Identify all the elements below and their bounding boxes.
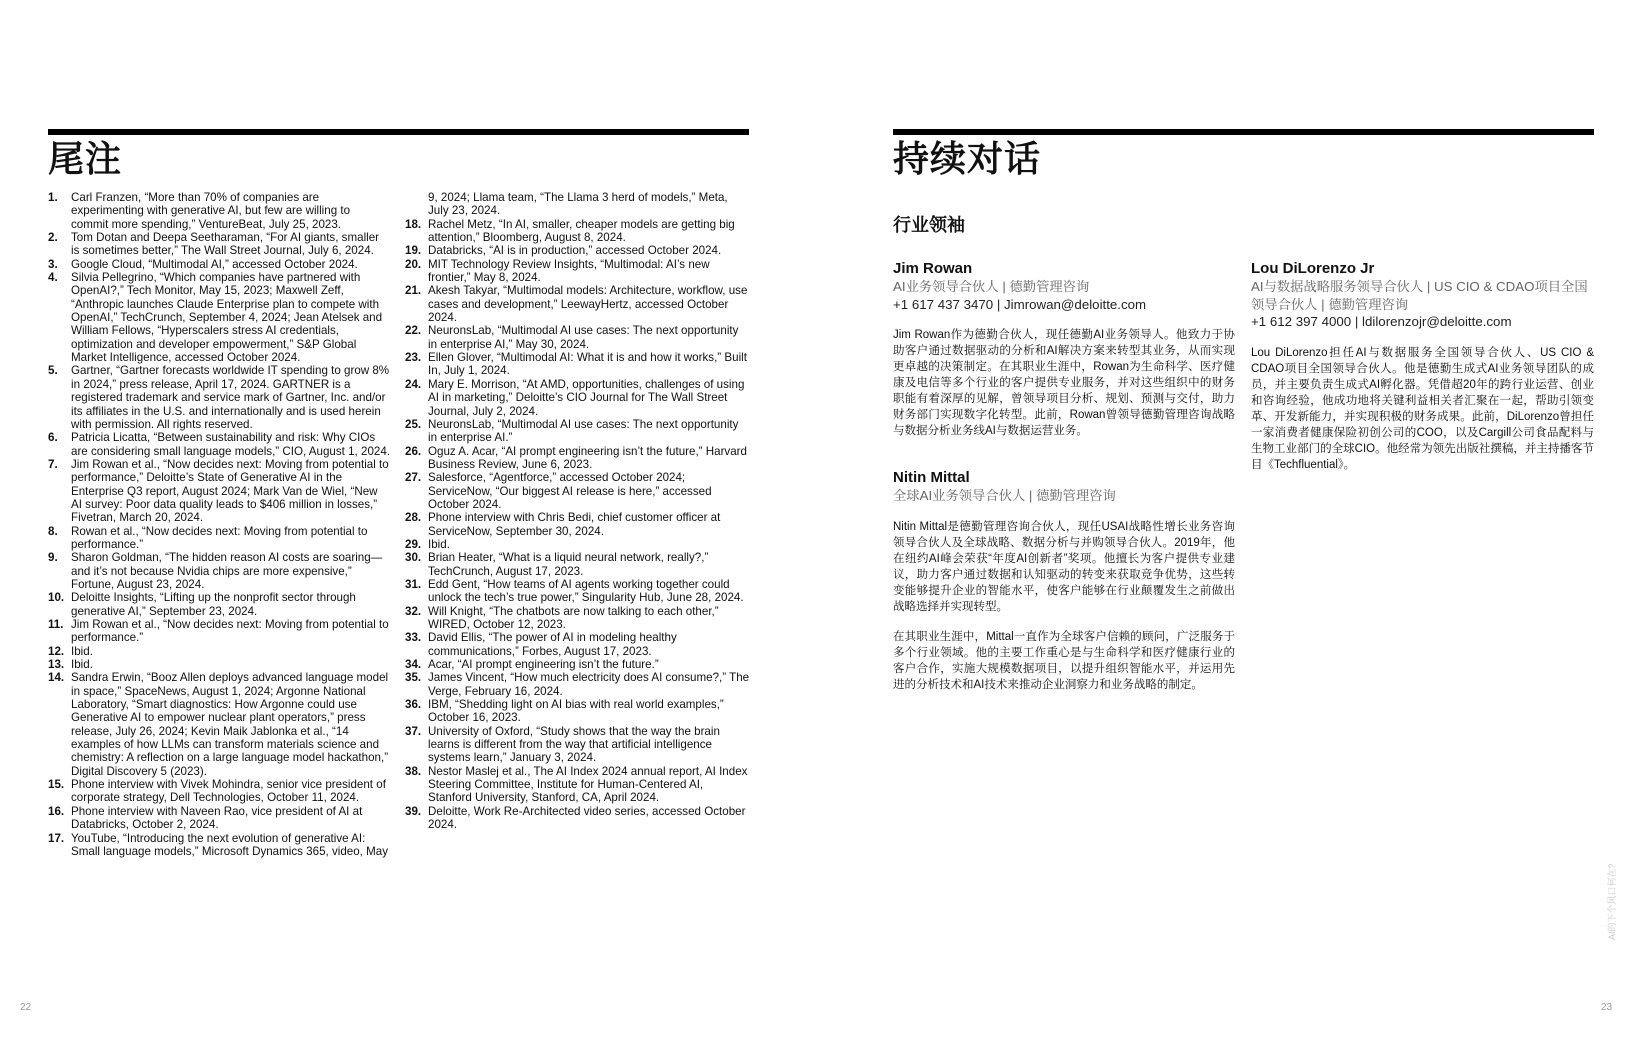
endnote-number: 22. [405, 324, 422, 338]
endnote-text: IBM, “Shedding light on AI bias with real world examples,” October 16, 2023. [428, 698, 724, 725]
endnote [48, 258, 390, 271]
leader-name: Lou DiLorenzo Jr [1251, 260, 1375, 277]
endnote [405, 698, 750, 725]
endnote [48, 832, 390, 859]
endnote-text: Deloitte, Work Re-Architected video series, accessed October 2024. [428, 804, 746, 832]
endnote-number: 26. [405, 444, 422, 458]
endnote [48, 364, 390, 431]
endnote-number: 14. [48, 671, 65, 685]
endnote-text: Phone interview with Vivek Mohindra, senior vice president of corporate strategy, Dell Technologies, October 11, 2024. [71, 778, 386, 805]
endnote-text: Brian Heater, “What is a liquid neural network, really?,” TechCrunch, August 17, 2023. [428, 551, 709, 578]
endnote-number: 17. [48, 831, 65, 845]
endnote [48, 458, 390, 525]
right-top-rule [893, 129, 1594, 135]
endnotes-column-2 [405, 191, 750, 832]
endnote-text: Sandra Erwin, “Booz Allen deploys advanced language model in space,” SpaceNews, August 1, 2024; Argonne National Laboratory, “Smart diagnostics: How Argonne could use Generative AI to empower nuclear plant operators,” press release, July 26, 2024; Kevin Maik Jablonka et al., “14 examples of how LLMs can transform materials science and chemistry: A reflection on a large language model hackathon,” Digital Discovery 5 (2023). [71, 671, 389, 778]
endnote [48, 191, 390, 231]
endnote [48, 431, 390, 458]
endnote-number: 7. [48, 457, 58, 471]
endnote-number: 16. [48, 804, 65, 818]
endnote [48, 525, 390, 552]
endnote-number: 25. [405, 417, 422, 431]
endnote-number: 27. [405, 471, 422, 485]
endnote-text: Oguz A. Acar, “AI prompt engineering isn’t the future,” Harvard Business Review, June 6, 2023. [428, 444, 747, 471]
endnote-text: Edd Gent, “How teams of AI agents working together could unlock the tech’s true power,” Singularity Hub, June 28, 2024. [428, 577, 744, 605]
endnote [405, 244, 750, 257]
endnote-text: Ellen Glover, “Multimodal AI: What it is and how it works,” Built In, July 1, 2024. [428, 351, 747, 378]
endnote [48, 618, 390, 645]
endnote-number: 37. [405, 724, 422, 738]
leader-contact[interactable]: +1 617 437 3470 | Jimrowan@deloitte.com [893, 296, 1147, 312]
endnote-text: Will Knight, “The chatbots are now talking to each other,” WIRED, October 12, 2023. [428, 604, 719, 631]
endnote-number: 33. [405, 631, 422, 645]
endnote-number: 23. [405, 351, 422, 365]
page-number-right: 23 [1601, 1002, 1613, 1013]
endnote-text: Mary E. Morrison, “At AMD, opportunities, challenges of using AI in marketing,” Deloitte’s CIO Journal for The Wall Street Journal, July 2, 2024. [428, 377, 745, 418]
endnote-number: 34. [405, 658, 422, 672]
endnote-text: Rowan et al., “Now decides next: Moving from potential to performance.” [71, 524, 368, 551]
endnote-number: 39. [405, 804, 422, 818]
leader-bio: Jim Rowan作为德勤合伙人，现任德勤AI业务领导人。他致力于协助客户通过数据驱动的分析和AI解决方案来转型其业务，从而实现更卓越的决策制定。在其职业生涯中，Rowan为生命科学、医疗健康及电信等多个行业的客户提供专业服务，并对这些组织中的财务职能有着深厚的见解，曾领导项目分析、规划、预测与交付，助力财务部门实现数字化转型。此前，Rowan曾领导德勤管理咨询战略与数据分析业务线AI与数据运营业务。 [893, 329, 1235, 437]
endnote-number: 1. [48, 191, 58, 204]
endnote-text: Deloitte Insights, “Lifting up the nonprofit sector through generative AI,” September 23, 2024. [71, 591, 356, 618]
endnote-number: 2. [48, 231, 58, 245]
endnote [405, 258, 750, 285]
endnote [405, 378, 750, 418]
endnote-text: Silvia Pellegrino, “Which companies have partnered with OpenAI?,” Tech Monitor, May 15, 2023; Maxwell Zeff, “Anthropic launches Claude Enterprise plan to compete with OpenAI,” TechCrunch, September 4, 2024; Jean Atelsek and William Fellows, “Hyperscalers stress AI credentials, optimization and developer empowerment,” S&P Global Market Intelligence, accessed October 2024. [71, 271, 383, 365]
side-section-label: AI的下个风口何在? [1607, 863, 1617, 940]
endnote [405, 218, 750, 245]
endnote-number: 24. [405, 377, 422, 391]
endnote-text: Acar, “AI prompt engineering isn’t the future.” [428, 658, 659, 672]
endnote-number: 31. [405, 577, 422, 591]
endnote-number: 6. [48, 431, 58, 445]
endnote-number: 11. [48, 618, 64, 631]
endnote [405, 538, 750, 551]
endnote-number: 4. [48, 271, 58, 285]
endnote-number: 30. [405, 551, 422, 565]
leader-role: AI与数据战略服务领导合伙人 | US CIO & CDAO项目全国领导合伙人 | 德勤管理咨询 [1251, 279, 1588, 312]
leader-card [893, 259, 1235, 439]
endnote [48, 658, 390, 671]
leader-role: AI业务领导合伙人 | 德勤管理咨询 [893, 279, 1090, 294]
endnote-number: 19. [405, 244, 422, 258]
left-top-rule [48, 129, 749, 135]
endnote-text: Gartner, “Gartner forecasts worldwide IT spending to grow 8% in 2024,” press release, April 17, 2024. GARTNER is a registered trademark and service mark of Gartner, Inc. and/or its affiliates in the U.S. and internationally and is used herein with permission. All rights reserved. [71, 364, 390, 431]
endnote-text: Akesh Takyar, “Multimodal models: Architecture, workflow, use cases and development,” LeewayHertz, accessed October 2024. [428, 284, 748, 325]
endnote [48, 778, 390, 805]
endnote [405, 578, 750, 605]
endnote [405, 765, 750, 805]
leader-bio: Nitin Mittal是德勤管理咨询合伙人，现任USAI战略性增长业务咨询领导合伙人及全球战略、数据分析与并购领导合伙人。2019年，他在纽约AI峰会荣获“年度AI创新者”奖项。他擅长为客户提供专业建议，助力客户通过数据和认知驱动的转变来获取竞争优势，这些转变能够提升企业的智能水平，使客户能够在行业颠覆发生之前做出战略选择并实现转型。 [893, 520, 1235, 613]
endnote-number: 9. [48, 551, 58, 565]
leader-name: Nitin Mittal [893, 469, 970, 486]
endnote-number: 20. [405, 257, 422, 271]
endnote [48, 591, 390, 618]
endnote-number: 32. [405, 604, 422, 618]
endnote-number: 28. [405, 511, 422, 525]
endnote-text: Google Cloud, “Multimodal AI,” accessed October 2024. [71, 257, 358, 271]
endnote-number: 13. [48, 658, 65, 672]
leader-card [893, 468, 1235, 693]
contact-title: 持续对话 [893, 139, 1042, 180]
endnote-text: Ibid. [71, 658, 93, 672]
endnote-text: Salesforce, “Agentforce,” accessed October 2024; ServiceNow, “Our biggest AI release is here,” accessed October 2024. [428, 471, 712, 511]
endnote [48, 271, 390, 364]
endnote [405, 551, 750, 578]
endnote-text: Nestor Maslej et al., The AI Index 2024 annual report, AI Index Steering Committee, Institute for Human-Centered AI, Stanford University, Stanford, CA, April 2024. [428, 764, 748, 805]
endnote-text: Carl Franzen, “More than 70% of companies are experimenting with generative AI, but few are willing to commit more spending,” VentureBeat, July 25, 2023. [71, 191, 351, 231]
endnote-number: 8. [48, 524, 58, 538]
endnote-number: 18. [405, 217, 422, 231]
endnote-text: Ibid. [428, 537, 450, 551]
endnote [405, 418, 750, 445]
endnote-text: Jim Rowan et al., “Now decides next: Moving from potential to performance.” [71, 618, 389, 645]
section-subtitle: 行业领袖 [893, 215, 965, 236]
endnote [48, 551, 390, 591]
endnote [405, 471, 750, 511]
endnote [405, 631, 750, 658]
endnote-text: YouTube, “Introducing the next evolution of generative AI: Small language models,” Microsoft Dynamics 365, video, May [71, 831, 389, 858]
leader-bio: Lou DiLorenzo担任AI与数据服务全国领导合伙人、US CIO & CDAO项目全国领导合伙人。他是德勤生成式AI业务领导团队的成员，并主要负责生成式AI孵化器。凭借超20年的跨行业运营、创业和咨询经验，他成功地将关键利益相关者汇聚在一起，帮助引领变革、开发新能力，并实现积极的财务成果。此前，DiLorenzo曾担任一家消费者健康保险初创公司的COO，以及Cargill公司食品配料与生物工业部门的全球CIO。他经常为领先出版社撰稿，并主持播客节目《Techfluential》。 [1251, 346, 1594, 471]
leader-role: 全球AI业务领导合伙人 | 德勤管理咨询 [893, 488, 1116, 503]
endnote-text: Phone interview with Chris Bedi, chief customer officer at ServiceNow, September 30, 2024. [428, 511, 721, 538]
endnote-text: Jim Rowan et al., “Now decides next: Moving from potential to performance,” Deloitte’s State of Generative AI in the Enterprise Q3 report, August 2024; Mark Van de Wiel, “New AI survey: Poor data quality leads to $406 million in losses,” Fivetran, March 20, 2024. [71, 457, 389, 525]
endnote [405, 445, 750, 472]
endnote [405, 725, 750, 765]
endnote-text: Phone interview with Naveen Rao, vice president of AI at Databricks, October 2, 2024. [71, 804, 363, 832]
leader-bio: 在其职业生涯中，Mittal一直作为全球客户信赖的顾问，广泛服务于多个行业领域。他的主要工作重心是与生命科学和医疗健康行业的客户合作，实施大规模数据项目，以提升组织智能水平，并运用先进的分析技术和AI技术来推动企业洞察力和业务战略的制定。 [893, 630, 1235, 691]
endnote [48, 231, 390, 258]
endnote-text: James Vincent, “How much electricity does AI consume?,” The Verge, February 16, 2024. [428, 671, 750, 698]
endnote [405, 658, 750, 671]
endnote-text: NeuronsLab, “Multimodal AI use cases: The next opportunity in enterprise AI,” May 30, 2024. [428, 324, 739, 351]
endnote-number: 36. [405, 698, 422, 712]
endnote-text: Sharon Goldman, “The hidden reason AI costs are soaring—and it’s not because Nvidia chips are more expensive,” Fortune, August 23, 2024. [71, 551, 383, 591]
endnote-number: 15. [48, 778, 65, 792]
endnote-text: Databricks, “AI is in production,” accessed October 2024. [428, 244, 722, 258]
endnote-text: Tom Dotan and Deepa Seetharaman, “For AI giants, smaller is sometimes better,” The Wall Street Journal, July 6, 2024. [71, 231, 380, 258]
endnote-text: Rachel Metz, “In AI, smaller, cheaper models are getting big attention,” Bloomberg, August 8, 2024. [428, 217, 735, 245]
leader-card [1251, 259, 1594, 473]
endnote-text: University of Oxford, “Study shows that the way the brain learns is different from the way that artificial intelligence systems learn,” January 3, 2024. [428, 724, 720, 765]
endnotes-column-1 [48, 191, 390, 858]
endnotes-title: 尾注 [48, 139, 123, 180]
endnote-text: David Ellis, “The power of AI in modeling healthy communications,” Forbes, August 17, 2023. [428, 631, 677, 658]
leader-name: Jim Rowan [893, 260, 973, 277]
endnote-text: Ibid. [71, 644, 93, 658]
endnote-number: 35. [405, 671, 422, 685]
endnote [405, 351, 750, 378]
endnote [405, 805, 750, 832]
endnote-number: 21. [405, 284, 422, 298]
leader-contact[interactable]: +1 612 397 4000 | ldilorenzojr@deloitte.com [1251, 314, 1512, 329]
endnote [405, 511, 750, 538]
endnote-number: 29. [405, 537, 422, 551]
page-number-left: 22 [20, 1002, 32, 1013]
endnote-number: 38. [405, 764, 422, 778]
endnote-number: 5. [48, 364, 58, 378]
endnote [48, 671, 390, 778]
endnote [405, 324, 750, 351]
endnote-number: 3. [48, 257, 58, 271]
endnote-text: MIT Technology Review Insights, “Multimodal: AI’s new frontier,” May 8, 2024. [428, 257, 710, 285]
endnote [405, 605, 750, 632]
endnote-text: NeuronsLab, “Multimodal AI use cases: The next opportunity in enterprise AI.” [428, 417, 739, 445]
endnote-number: 12. [48, 644, 65, 658]
endnote-number: 10. [48, 591, 65, 605]
endnote-continuation: 9, 2024; Llama team, “The Llama 3 herd of models,” Meta, July 23, 2024. [428, 191, 728, 218]
endnote [48, 645, 390, 658]
endnote-text: Patricia Licatta, “Between sustainability and risk: Why CIOs are considering small language models,” CIO, August 1, 2024. [71, 431, 391, 458]
endnote [405, 671, 750, 698]
endnote [405, 284, 750, 324]
endnote [48, 805, 390, 832]
